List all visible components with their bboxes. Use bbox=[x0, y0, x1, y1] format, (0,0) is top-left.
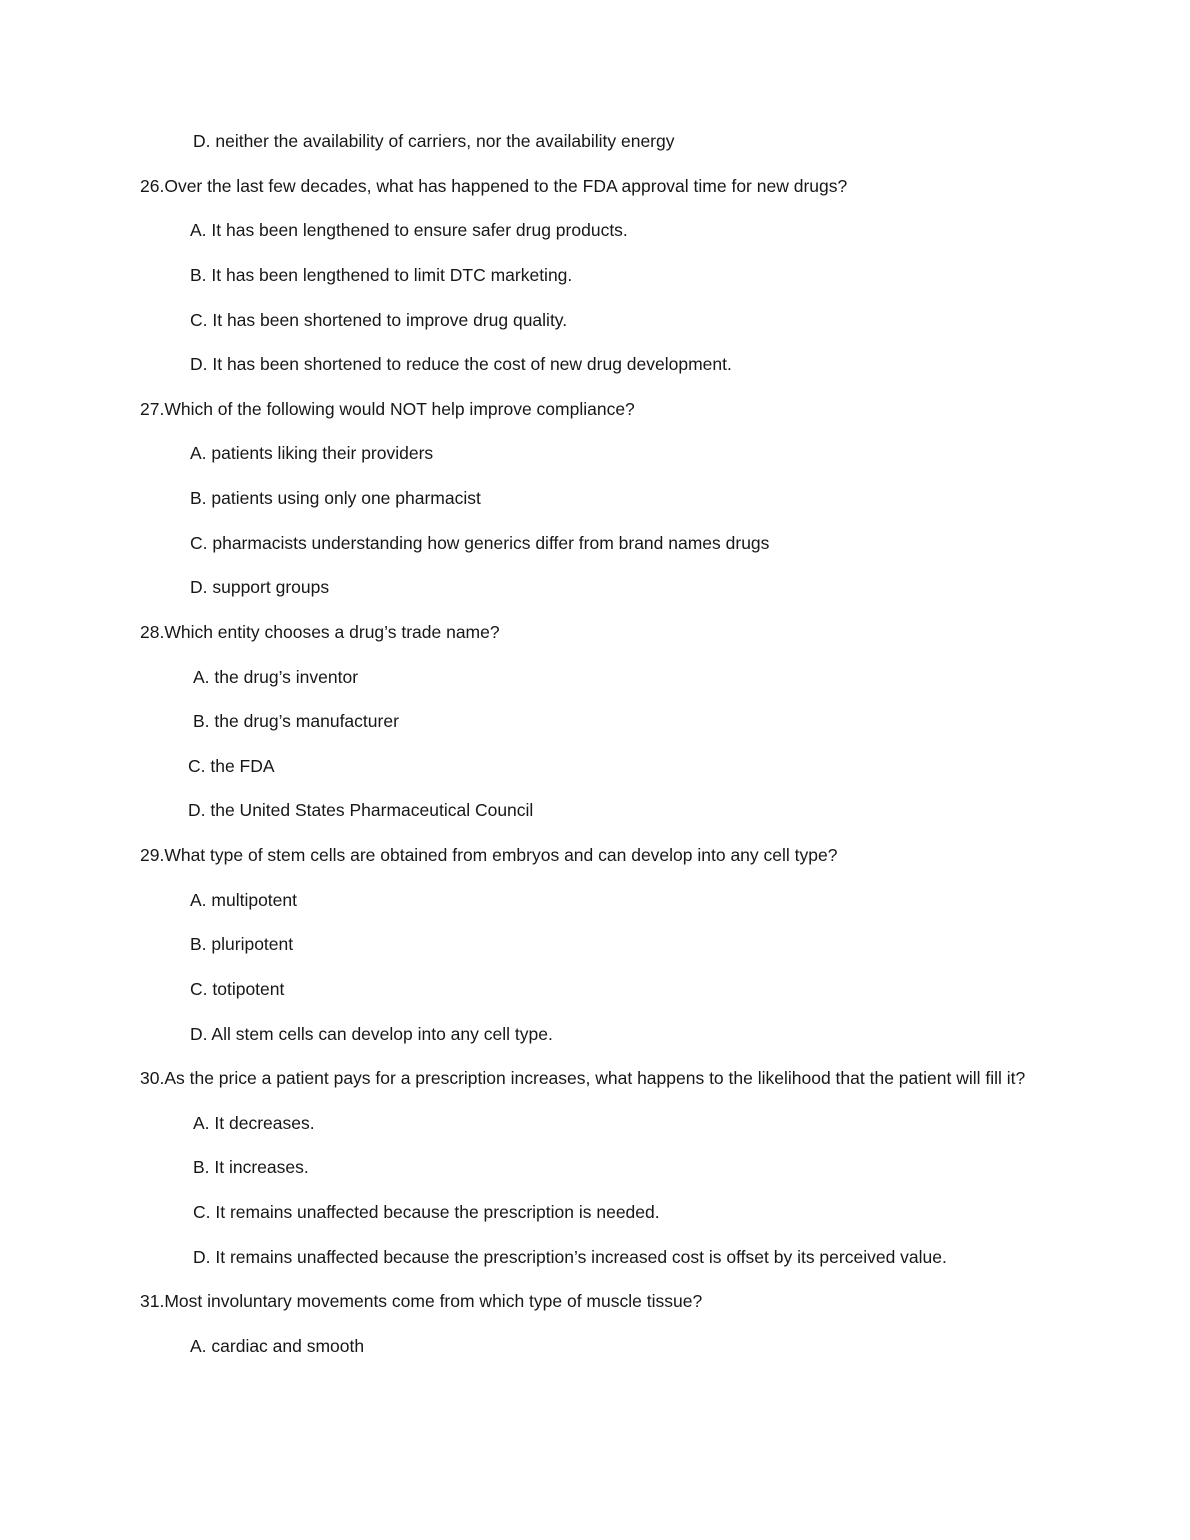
answer-option-27-d: D. support groups bbox=[190, 577, 330, 598]
answer-option-29-b: B. pluripotent bbox=[190, 934, 294, 955]
answer-option-29-d: D. All stem cells can develop into any cell type. bbox=[190, 1023, 553, 1044]
answer-option-26-c: C. It has been shortened to improve drug quality. bbox=[190, 309, 568, 330]
answer-option-29-a: A. multipotent bbox=[190, 889, 297, 910]
answer-option-30-c: C. It remains unaffected because the prescription is needed. bbox=[193, 1202, 660, 1222]
answer-option-28-d: D. the United States Pharmaceutical Council bbox=[188, 800, 534, 821]
question-30: 30.As the price a patient pays for a prescription increases, what happens to the likelihood that the patient will fill it? bbox=[140, 1068, 1026, 1089]
answer-option-30-b: B. It increases. bbox=[193, 1157, 309, 1178]
answer-option-28-c: C. the FDA bbox=[188, 755, 275, 776]
answer-option-28-b: B. the drug’s manufacturer bbox=[193, 711, 399, 732]
answer-option-29-c: C. totipotent bbox=[190, 978, 285, 999]
question-28: 28.Which entity chooses a drug’s trade name? bbox=[140, 621, 500, 642]
answer-option-26-d: D. It has been shortened to reduce the cost of new drug development. bbox=[190, 354, 732, 375]
question-27: 27.Which of the following would NOT help improve compliance? bbox=[140, 398, 635, 419]
answer-option-30-d: D. It remains unaffected because the prescription’s increased cost is offset by its perceived value. bbox=[193, 1246, 947, 1267]
answer-option-26-b: B. It has been lengthened to limit DTC marketing. bbox=[190, 264, 573, 285]
question-26: 26.Over the last few decades, what has happened to the FDA approval time for new drugs? bbox=[140, 175, 848, 196]
question-31: 31.Most involuntary movements come from which type of muscle tissue? bbox=[140, 1291, 703, 1312]
document-body bbox=[140, 130, 1050, 1359]
answer-option-27-b: B. patients using only one pharmacist bbox=[190, 488, 481, 508]
answer-option-27-c: C. pharmacists understanding how generics differ from brand names drugs bbox=[190, 532, 770, 553]
answer-option-30-a: A. It decreases. bbox=[193, 1112, 315, 1133]
answer-option-31-a: A. cardiac and smooth bbox=[190, 1335, 365, 1356]
answer-option-27-a: A. patients liking their providers bbox=[190, 443, 434, 464]
answer-option-28-a: A. the drug’s inventor bbox=[193, 666, 359, 687]
answer-option-26-a: A. It has been lengthened to ensure safer drug products. bbox=[190, 220, 628, 241]
answer-option: D. neither the availability of carriers, nor the availability energy bbox=[193, 131, 675, 151]
question-29: 29.What type of stem cells are obtained from embryos and can develop into any cell type? bbox=[140, 845, 838, 865]
